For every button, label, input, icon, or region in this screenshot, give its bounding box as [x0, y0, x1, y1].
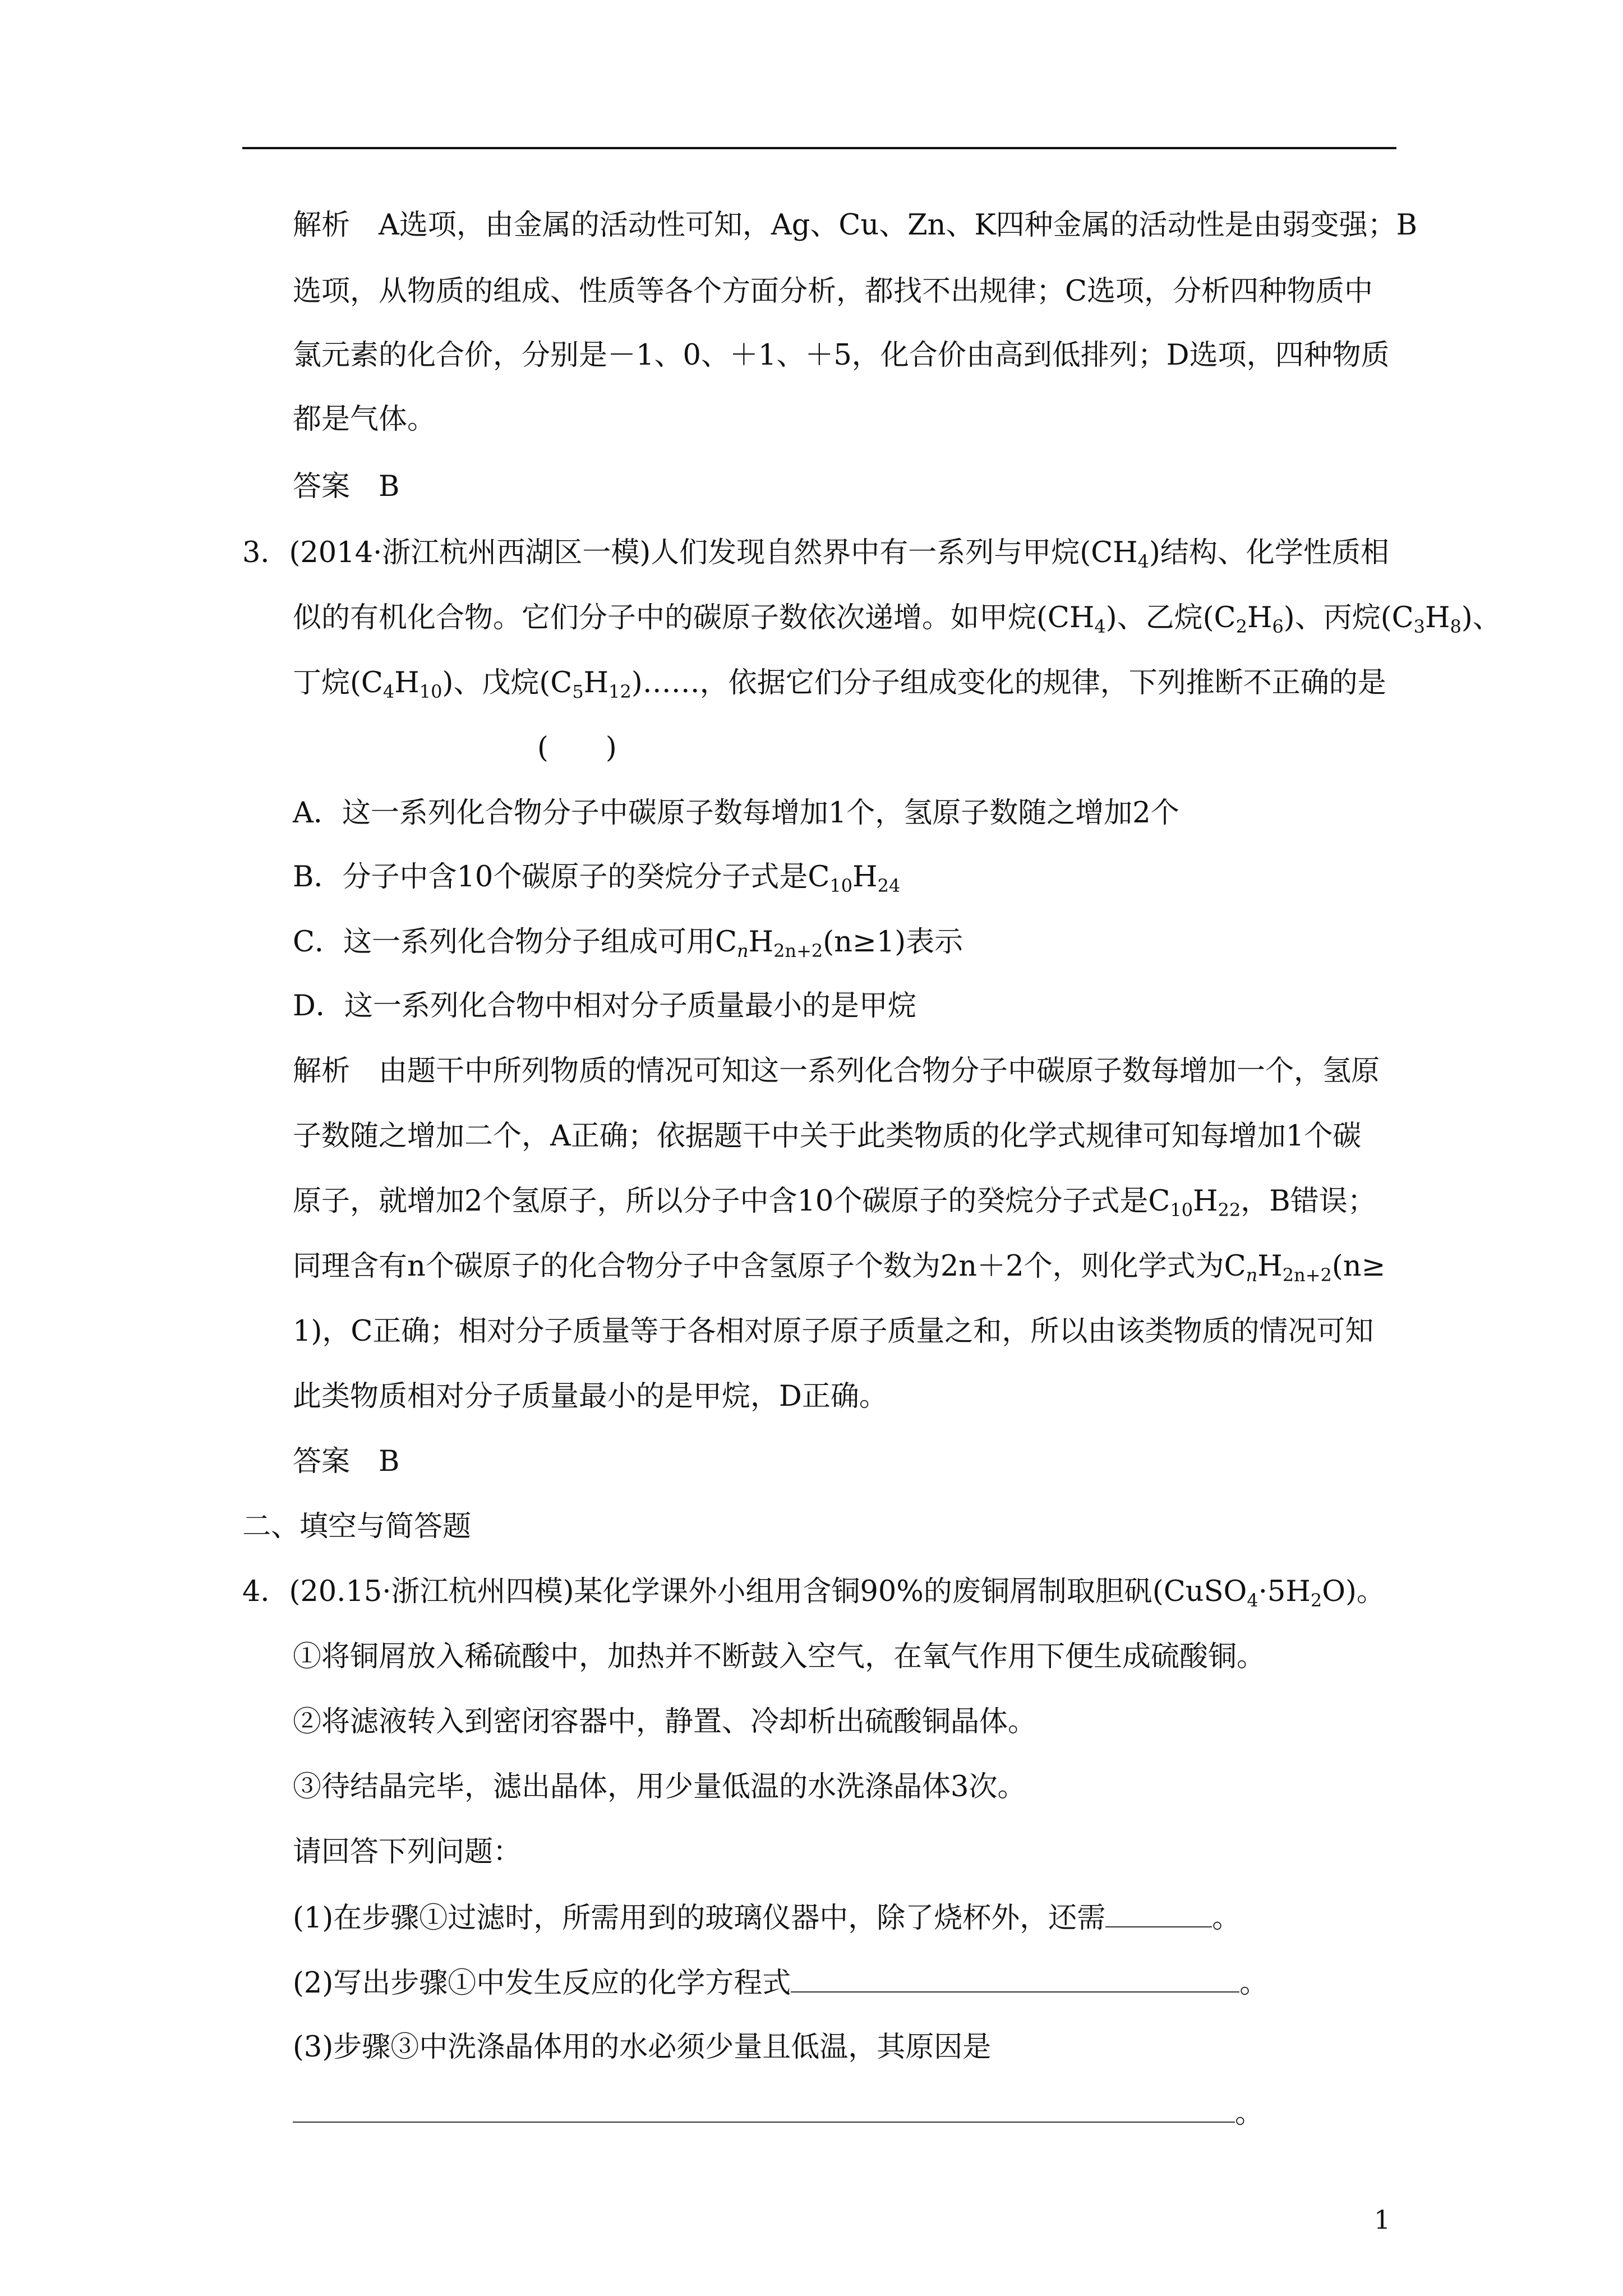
- q4-prompt: 请回答下列问题：: [293, 1835, 522, 1869]
- q3-stem-line-3: 丁烷$(C_4H_{10})$、戊烷$(C_5H_{12})\dots\dots$，依据它们分子组成变化的规律，下列推断不正确的是: [293, 666, 1386, 702]
- q3-analysis-line-3: 原子，就增加2个氢原子，所以分子中含10个碳原子的癸烷分子式是$C_{10}H_{22}$，B错误；: [293, 1185, 1376, 1221]
- q4-step-1: ①将铜屑放入稀硫酸中，加热并不断鼓入空气，在氧气作用下便生成硫酸铜。: [293, 1640, 1266, 1673]
- q4-step-3: ③待结晶完毕，滤出晶体，用少量低温的水洗涤晶体3次。: [293, 1770, 1026, 1803]
- q4-sub-question-1: (1)在步骤①过滤时，所需用到的玻璃仪器中，除了烧杯外，还需 。: [293, 1902, 1241, 1935]
- q3-answer-bracket: ( ): [537, 731, 617, 765]
- q4-sub-question-3: (3)步骤③中洗涤晶体用的水必须少量且低温，其原因是: [293, 2031, 992, 2064]
- q3-option-c: C．这一系列化合物分子组成可用$C_nH_{2n+2}(n\ge 1)$表示: [293, 926, 963, 961]
- q3-option-d: D．这一系列化合物中相对分子质量最小的是甲烷: [293, 990, 916, 1023]
- q3-stem-line-2: 似的有机化合物。它们分子中的碳原子数依次递增。如甲烷$(CH_4)$、乙烷$(C_2H_6)$、丙烷$(C_3H_8)$、: [293, 601, 1501, 637]
- q3-analysis-line-6: 此类物质相对分子质量最小的是甲烷，D正确。: [293, 1380, 888, 1413]
- answer-blank-3[interactable]: [293, 2096, 1235, 2123]
- q3-option-a: A．这一系列化合物分子中碳原子数每增加1个，氢原子数随之增加2个: [293, 797, 1179, 830]
- q2-analysis-line-2: 选项，从物质的组成、性质等各个方面分析，都找不出规律；C选项，分析四种物质中: [293, 275, 1373, 308]
- q3-analysis-line-1: 解析 由题干中所列物质的情况可知这一系列化合物分子中碳原子数每增加一个，氢原: [293, 1055, 1380, 1088]
- q3-stem-line-1: 3．(2014·浙江杭州西湖区一模)人们发现自然界中有一系列与甲烷$(CH_4)$结构、化学性质相: [242, 536, 1389, 572]
- q4-stem: 4．(20.15·浙江杭州四模)某化学课外小组用含铜90%的废铜屑制取胆矾$(CuSO_4\cdot 5H_2O)$。: [242, 1575, 1385, 1611]
- q4-answer-line-3: 。: [293, 2096, 1264, 2131]
- q3-answer: 答案 B: [293, 1445, 400, 1478]
- q2-answer: 答案 B: [293, 470, 400, 503]
- q4-sub-question-2: (2)写出步骤①中发生反应的化学方程式 。: [293, 1967, 1269, 2000]
- q3-analysis-line-4: 同理含有n个碳原子的化合物分子中含氢原子个数为2n＋2个，则化学式为$C_nH_{2n+2}(n\ge$: [293, 1250, 1386, 1286]
- section-heading: 二、填空与简答题: [242, 1510, 472, 1543]
- header-rule: [242, 147, 1396, 149]
- answer-blank-1[interactable]: [1105, 1901, 1212, 1927]
- page-number: 1: [1374, 2205, 1391, 2235]
- q3-analysis-line-2: 子数随之增加二个，A正确；依据题干中关于此类物质的化学式规律可知每增加1个碳: [293, 1120, 1362, 1153]
- q2-analysis-line-3: 氯元素的化合价，分别是－1、0、＋1、＋5，化合价由高到低排列；D选项，四种物质: [293, 339, 1390, 372]
- q3-analysis-line-5: 1)，C正确；相对分子质量等于各相对原子原子质量之和，所以由该类物质的情况可知: [293, 1315, 1374, 1348]
- q2-analysis-line-1: 解析 A选项，由金属的活动性可知，Ag、Cu、Zn、K四种金属的活动性是由弱变强；B: [293, 209, 1418, 242]
- q3-option-b: B．分子中含10个碳原子的癸烷分子式是$C_{10}H_{24}$: [293, 861, 901, 896]
- answer-blank-2[interactable]: [791, 1966, 1239, 1993]
- q4-step-2: ②将滤液转入到密闭容器中，静置、冷却析出硫酸铜晶体。: [293, 1705, 1037, 1738]
- q2-analysis-line-4: 都是气体。: [293, 403, 436, 436]
